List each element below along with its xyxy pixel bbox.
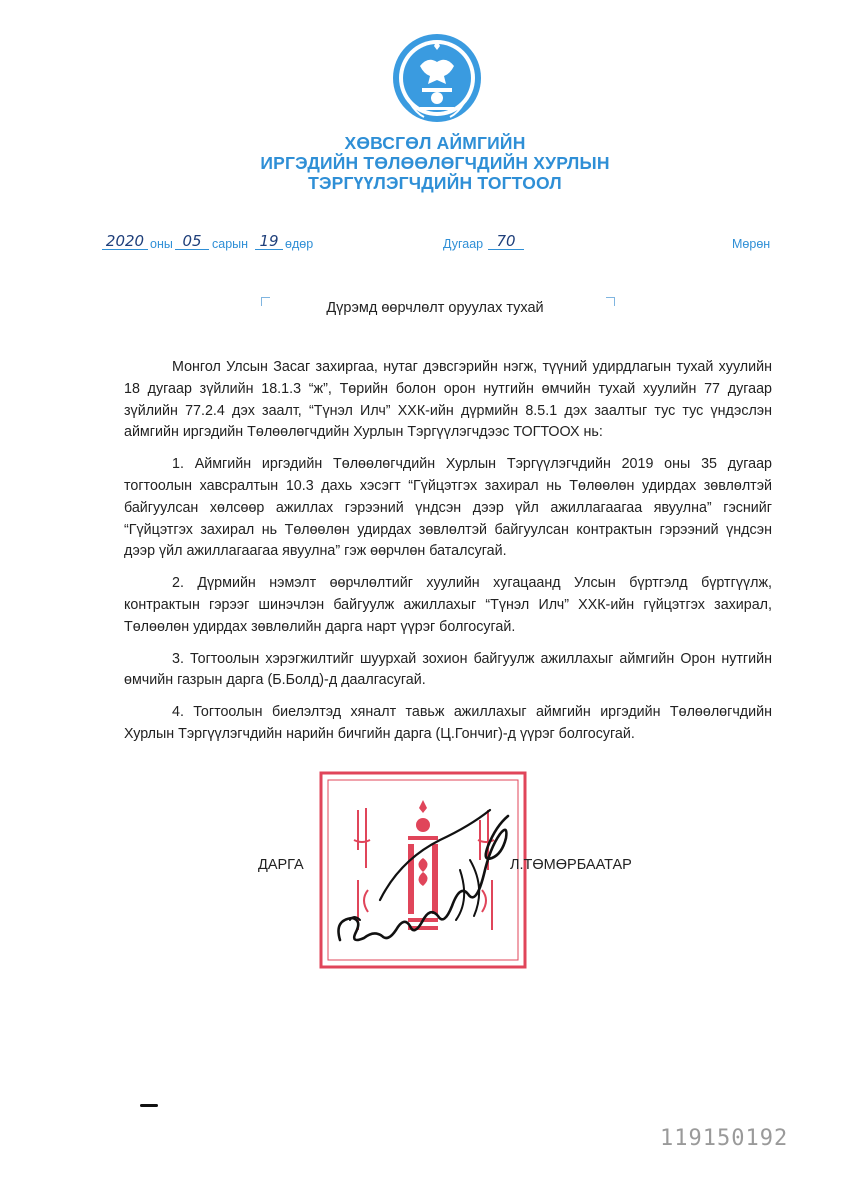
handwritten-signature [320, 790, 530, 970]
state-emblem-icon [390, 28, 484, 128]
day-underline [255, 249, 283, 250]
document-serial-number: 119150192 [660, 1126, 789, 1151]
header-line-1: ХӨВСГӨЛ АЙМГИЙН [344, 133, 526, 153]
document-header [180, 133, 690, 193]
body-item-3: 3. Тогтоолын хэрэгжилтийг шуурхай зохион байгуулж ажиллахыг аймгийн Орон нутгийн өмчийн газрын дарга (Б.Болд)-д даалгасугай. [124, 650, 772, 689]
month-value: 05 [182, 232, 202, 250]
body-item-4: 4. Тогтоолын биелэлтэд хяналт тавьж ажиллахыг аймгийн иргэдийн Төлөөлөгчдийн Хурлын Тэргүүлэгчдийн нарийн бичгийн дарга (Ц.Гончиг)-д үүрэг болгосугай. [124, 704, 772, 742]
year-value: 2020 [105, 232, 145, 250]
header-line-3: ТЭРГҮҮЛЭГЧДИЙН ТОГТООЛ [308, 173, 562, 193]
document-body [124, 357, 772, 756]
day-label: өдөр [285, 237, 314, 251]
header-line-2: ИРГЭДИЙН ТӨЛӨӨЛӨГЧДИЙН ХУРЛЫН [260, 153, 610, 173]
month-underline [175, 249, 209, 250]
body-item-1: 1. Аймгийн иргэдийн Төлөөлөгчдийн Хурлын Тэргүүлэгчдийн 2019 оны 35 дугаар тогтоолын хавсралтын 10.3 дахь хэсэгт “Гүйцэтгэх захирал нь Төлөөлөн удирдах зөвлөлтэй байгуулсан хөлсөөр ажиллах гэрээний үндсэн дээр үйл ажиллагаагаа явуулна” гэснийг “Гүйцэтгэх захирал нь Төлөөлөн удирдах зөвлөлтэй байгуулсан контрактын гэрээний үндсэн дээр үйл ажиллагаагаа явуулна” гэж өөрчлөн баталсугай. [124, 456, 772, 560]
stray-mark [140, 1104, 158, 1107]
number-underline [488, 249, 524, 250]
body-item-2: 2. Дүрмийн нэмэлт өөрчлөлтийг хуулийн хугацаанд Улсын бүртгэлд бүртгүүлж, контрактын гэрээг шинэчлэн байгуулж ажиллахыг “Түнэл Илч” ХХК-ийн гүйцэтгэх захирал, Төлөөлөн удирдах зөвлөлийн дарга нарт үүрэг болгосугай. [124, 575, 772, 635]
document-subject: Дүрэмд өөрчлөлт оруулах тухай [326, 300, 544, 316]
date-row [100, 232, 780, 256]
year-label: оны [150, 237, 173, 251]
number-value: 70 [496, 232, 516, 250]
body-intro: Монгол Улсын Засаг захиргаа, нутаг дэвсгэрийн нэгж, түүний удирдлагын тухай хуулийн 18 дугаар зүйлийн 18.1.3 “ж”, Төрийн болон орон нутгийн өмчийн тухай хуулийн 77 дугаар зүйлийн 77.2.4 дэх заалт, “Түнэл Илч” ХХК-ийн дүрмийн 8.5.1 дэх заалтыг тус тус үндэслэн аймгийн иргэдийн Төлөөлөгчдийн Хурлын Тэргүүлэгчдээс ТОГТООХ нь: [124, 359, 772, 441]
number-label: Дугаар [443, 237, 484, 251]
signatory-name: Л.ТӨМӨРБААТАР [510, 857, 632, 873]
place-label: Мөрөн [732, 237, 771, 251]
month-label: сарын [212, 237, 249, 251]
day-value: 19 [259, 232, 279, 250]
signatory-title: ДАРГА [258, 857, 304, 873]
year-underline [102, 249, 148, 250]
